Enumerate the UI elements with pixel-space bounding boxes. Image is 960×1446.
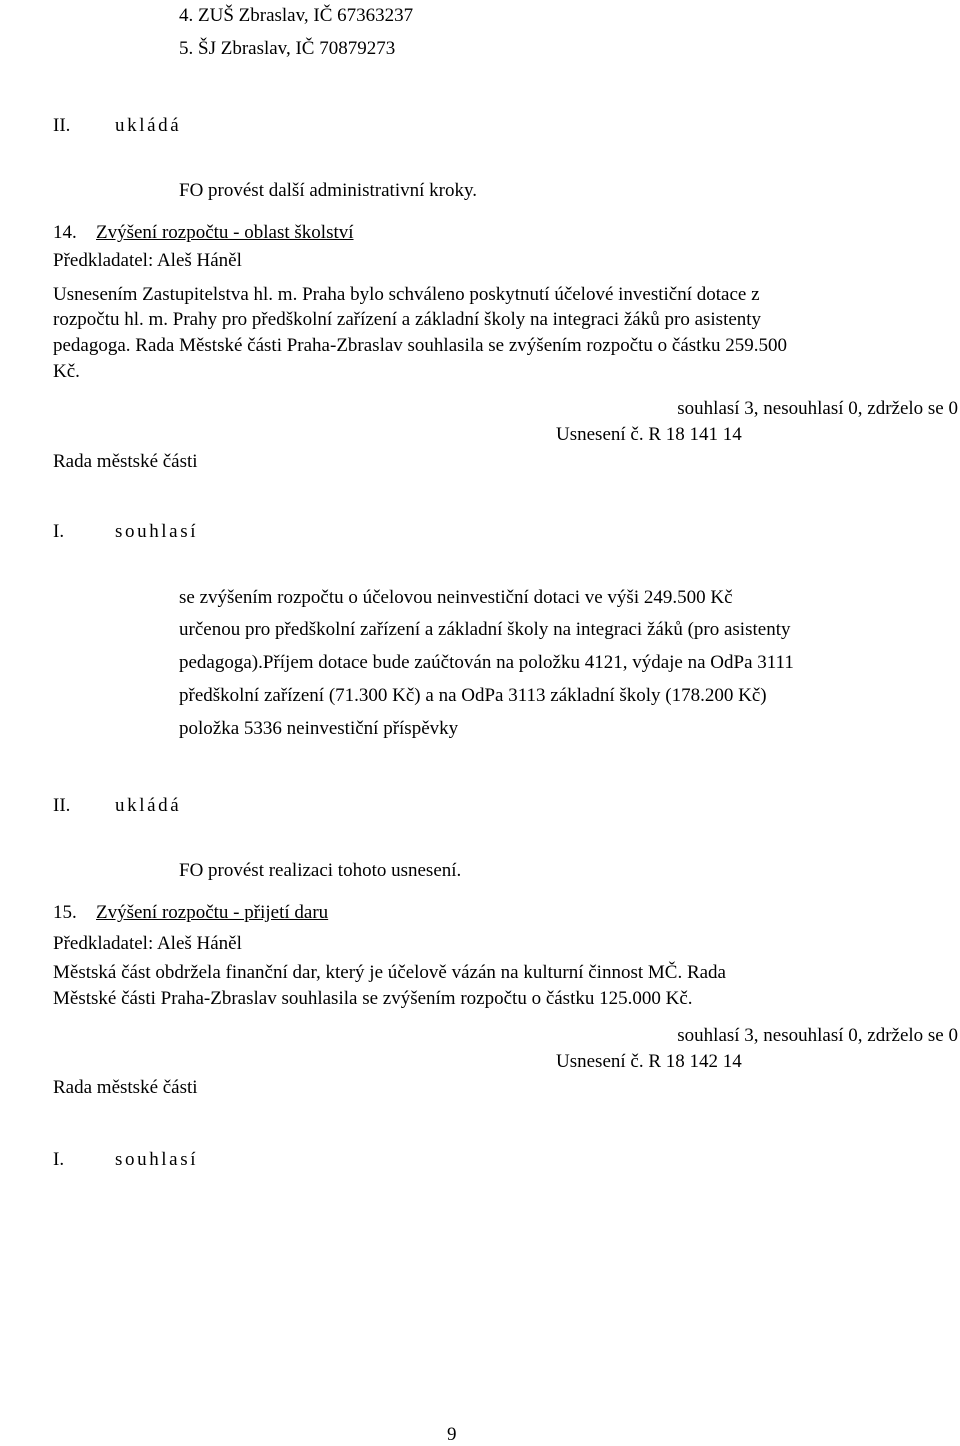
resolution-line: položka 5336 neinvestiční příspěvky [179,718,459,739]
item-number: 14. [53,222,77,243]
section-number: II. [53,795,71,816]
resolution-number: Usnesení č. R 18 141 14 [556,424,742,445]
description-line: Městské části Praha-Zbraslav souhlasila se zvýšením rozpočtu o částku 125.000 Kč. [53,988,693,1009]
resolution-line: určenou pro předškolní zařízení a základní školy na integraci žáků (pro asistenty [179,619,791,640]
vote-result: souhlasí 3, nesouhlasí 0, zdrželo se 0 [677,398,958,419]
resolution-line: pedagoga).Příjem dotace bude zaúčtován na položku 4121, výdaje na OdPa 3111 [179,652,794,673]
section-text: FO provést realizaci tohoto usnesení. [179,860,462,881]
section-number: I. [53,1149,65,1170]
section-verb: ukládá [115,115,182,136]
item-title: Zvýšení rozpočtu - oblast školství [96,222,354,243]
item-number: 15. [53,902,77,923]
description-line: Kč. [53,361,80,382]
description-line: pedagoga. Rada Městské části Praha-Zbraslav souhlasila se zvýšením rozpočtu o částku 259.500 [53,335,787,356]
resolution-line: předškolní zařízení (71.300 Kč) a na OdPa 3113 základní školy (178.200 Kč) [179,685,767,706]
description-line: Městská část obdržela finanční dar, který je účelově vázán na kulturní činnost MČ. Rada [53,962,726,983]
section-verb: souhlasí [115,521,199,542]
vote-result: souhlasí 3, nesouhlasí 0, zdrželo se 0 [677,1025,958,1046]
page-number: 9 [447,1424,457,1445]
section-number: II. [53,115,71,136]
resolution-body: Rada městské části [53,1077,198,1098]
description-line: Usnesením Zastupitelstva hl. m. Praha bylo schváleno poskytnutí účelové investiční dotace z [53,284,760,305]
resolution-line: se zvýšením rozpočtu o účelovou neinvestiční dotaci ve výši 249.500 Kč [179,587,733,608]
item-title: Zvýšení rozpočtu - přijetí daru [96,902,329,923]
description-line: rozpočtu hl. m. Prahy pro předškolní zařízení a základní školy na integraci žáků pro asistenty [53,309,762,330]
section-number: I. [53,521,65,542]
proposer: Předkladatel: Aleš Háněl [53,250,242,271]
list-item: 5. ŠJ Zbraslav, IČ 70879273 [179,38,396,59]
proposer: Předkladatel: Aleš Háněl [53,933,242,954]
list-item: 4. ZUŠ Zbraslav, IČ 67363237 [179,5,414,26]
section-text: FO provést další administrativní kroky. [179,180,477,201]
section-verb: ukládá [115,795,182,816]
resolution-body: Rada městské části [53,451,198,472]
section-verb: souhlasí [115,1149,199,1170]
resolution-number: Usnesení č. R 18 142 14 [556,1051,742,1072]
